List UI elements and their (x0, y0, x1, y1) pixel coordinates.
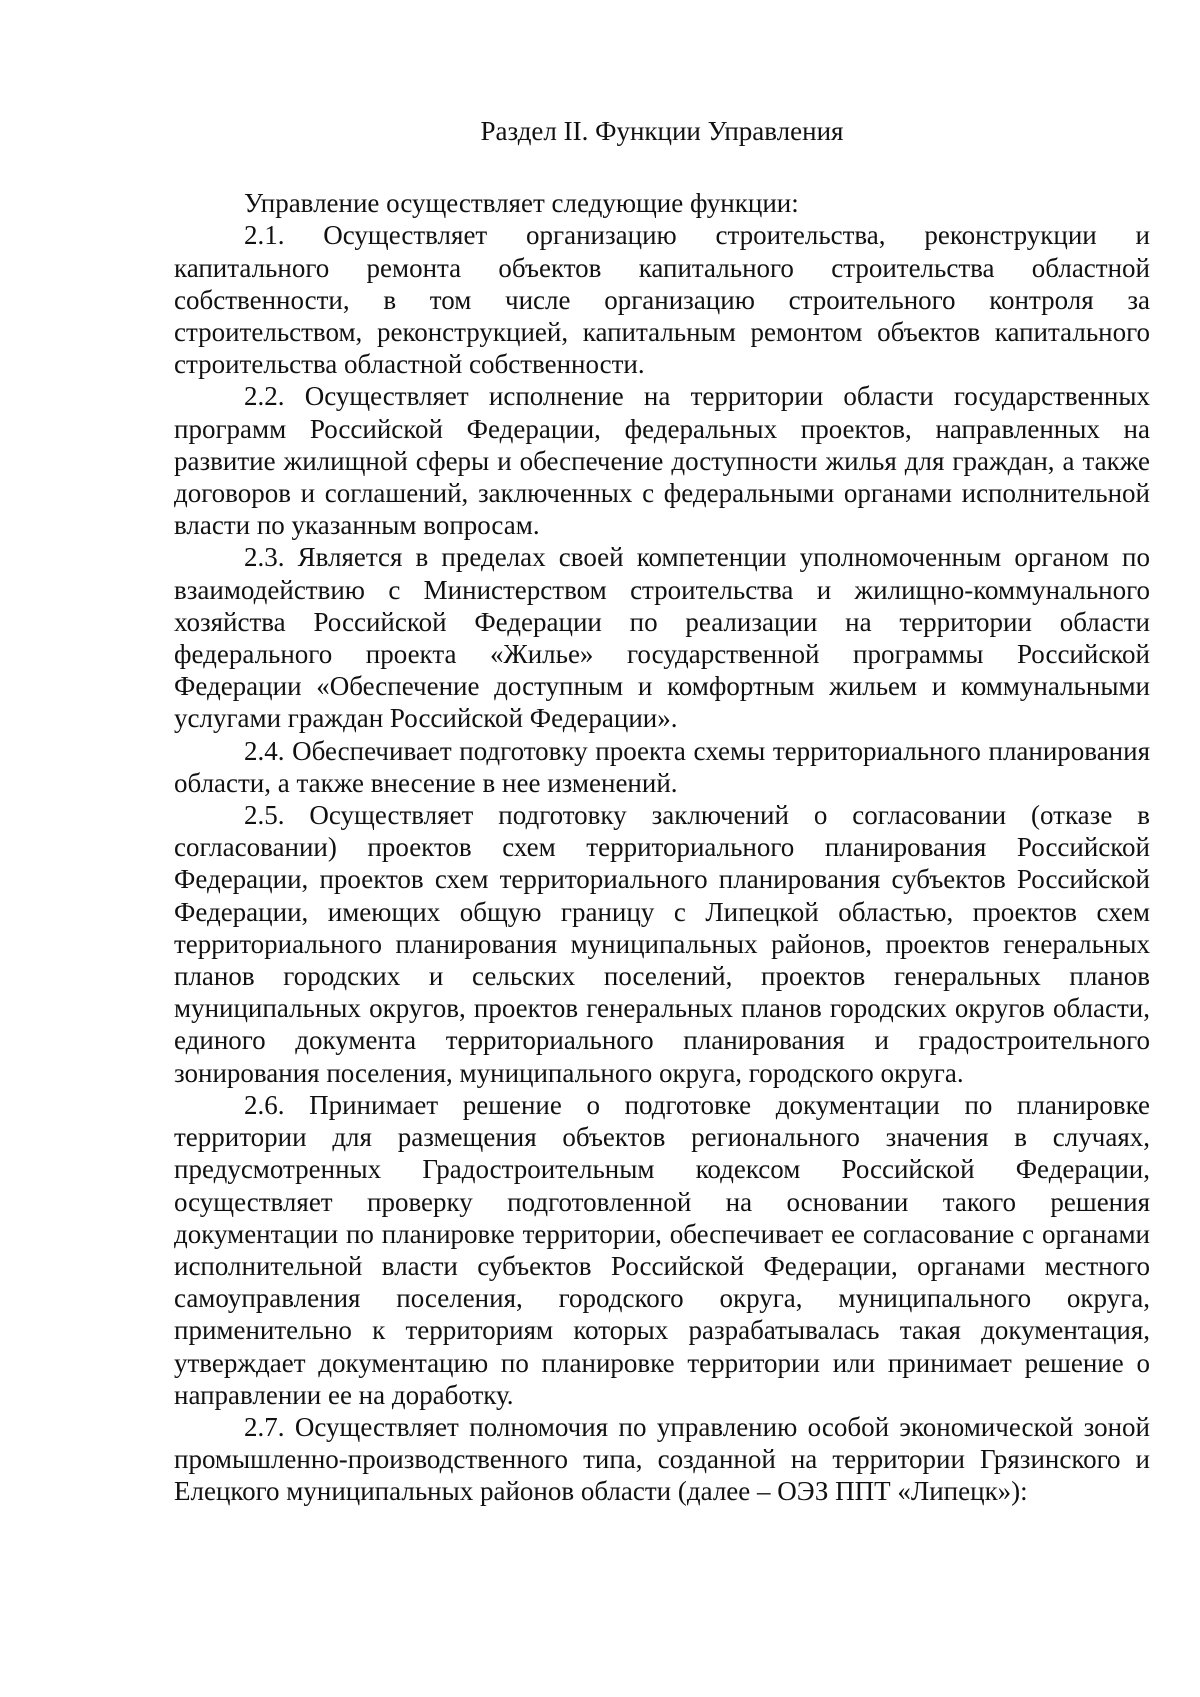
item-2-5-paragraph: 2.5. Осуществляет подготовку заключений о согласовании (отказе в согласовании) проектов схем территориального планирования Российской Федерации, проектов схем территориального планирования субъектов Российской Федерации, имеющих общую границу с Липецкой областью, проектов схем территориального планирования муниципальных районов, проектов генеральных планов городских и сельских поселений, проектов генеральных планов муниципальных округов, проектов генеральных планов городских округов области, единого документа территориального планирования и градостроительного зонирования поселения, муниципального округа, городского округа. (174, 800, 1150, 1088)
item-2-4-paragraph: 2.4. Обеспечивает подготовку проекта схемы территориального планирования области, а также внесение в нее изменений. (174, 735, 1150, 798)
document-page (174, 100, 1150, 1508)
item-2-1-paragraph: 2.1. Осуществляет организацию строительства, реконструкции и капитального ремонта объектов капитального строительства областной собственности, в том числе организацию строительного контроля за строительством, реконструкцией, капитальным ремонтом объектов капитального строительства областной собственности. (174, 220, 1150, 380)
section-title: Раздел II. Функции Управления (480, 116, 844, 146)
item-2-3-paragraph: 2.3. Является в пределах своей компетенции уполномоченным органом по взаимодействию с Министерством строительства и жилищно-коммунального хозяйства Российской Федерации по реализации на территории области федерального проекта «Жилье» государственной программы Российской Федерации «Обеспечение доступным и комфортным жильем и коммунальными услугами граждан Российской Федерации». (174, 542, 1150, 734)
item-2-2-paragraph: 2.2. Осуществляет исполнение на территории области государственных программ Российской Федерации, федеральных проектов, направленных на развитие жилищной сферы и обеспечение доступности жилья для граждан, а также договоров и соглашений, заключенных с федеральными органами исполнительной власти по указанным вопросам. (174, 381, 1150, 541)
item-2-6-paragraph: 2.6. Принимает решение о подготовке документации по планировке территории для размещения объектов регионального значения в случаях, предусмотренных Градостроительным кодексом Российской Федерации, осуществляет проверку подготовленной на основании такого решения документации по планировке территории, обеспечивает ее согласование с органами исполнительной власти субъектов Российской Федерации, органами местного самоуправления поселения, городского округа, муниципального округа, применительно к территориям которых разрабатывалась такая документация, утверждает документацию по планировке территории или принимает решение о направлении ее на доработку. (174, 1089, 1150, 1410)
intro-paragraph: Управление осуществляет следующие функции: (244, 188, 799, 219)
item-2-7-paragraph: 2.7. Осуществляет полномочия по управлению особой экономической зоной промышленно-производственного типа, созданной на территории Грязинского и Елецкого муниципальных районов области (далее – ОЭЗ ППТ «Липецк»): (174, 1411, 1150, 1507)
